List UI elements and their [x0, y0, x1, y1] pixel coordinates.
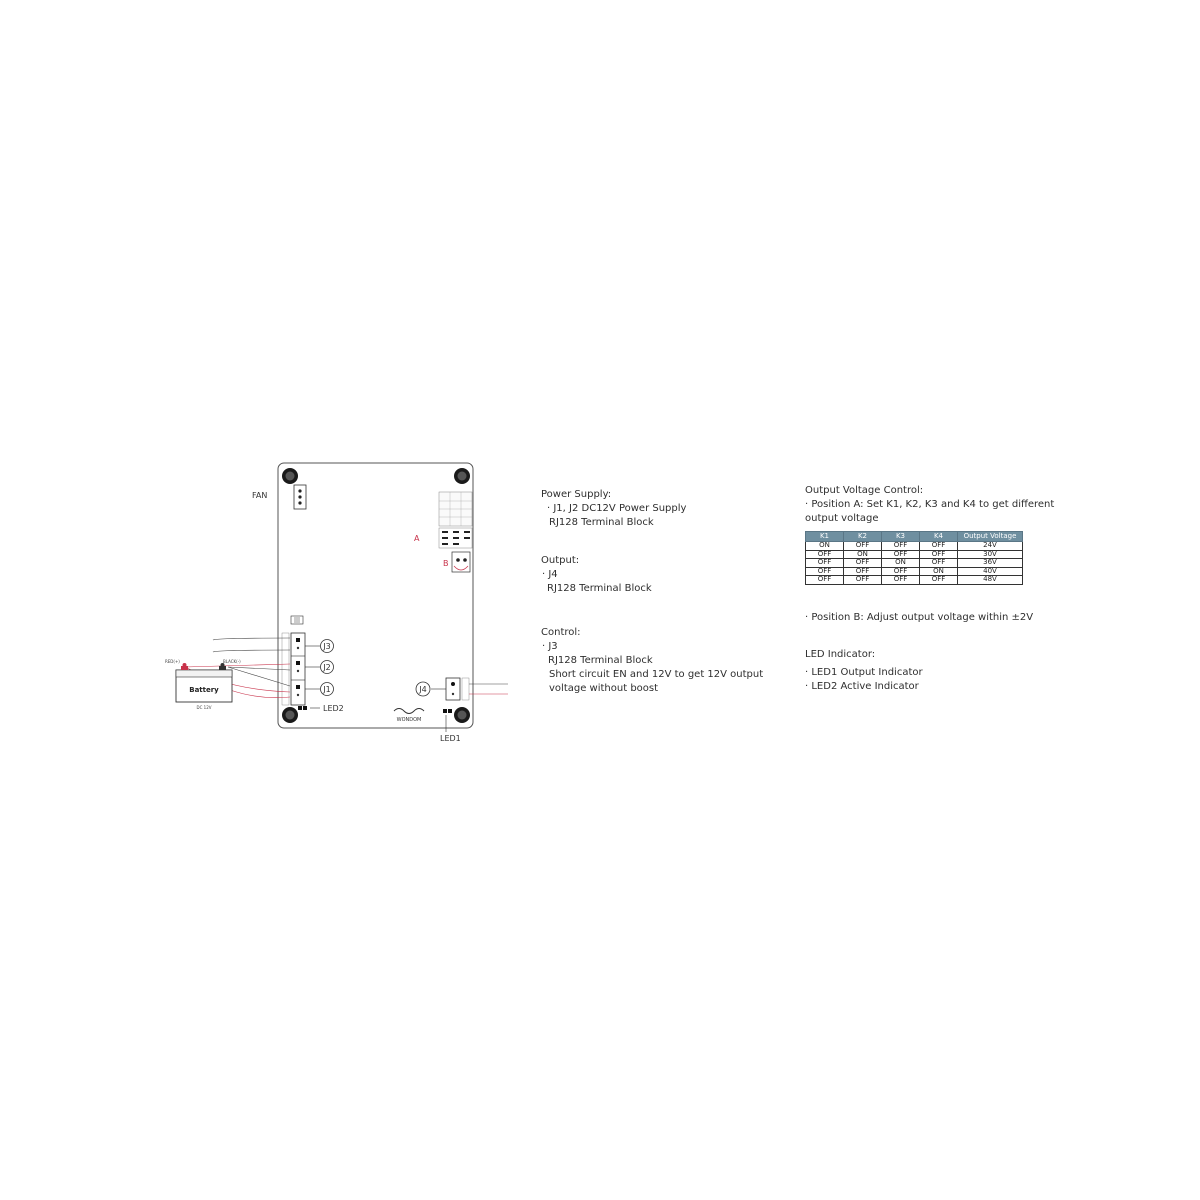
table-cell: OFF	[844, 567, 882, 576]
table-cell: OFF	[844, 559, 882, 568]
table-row	[806, 542, 1023, 551]
table-cell: OFF	[882, 576, 920, 585]
led-indicator-line1: · LED1 Output Indicator	[805, 667, 923, 678]
control-line3: Short circuit EN and 12V to get 12V output	[549, 669, 764, 680]
table-cell: OFF	[882, 542, 920, 551]
power-supply-title: Power Supply:	[541, 489, 612, 500]
dip-switch-block-a	[439, 492, 472, 548]
fan-label: FAN	[252, 491, 268, 500]
table-cell: OFF	[806, 576, 844, 585]
voltage-setting-table	[805, 531, 1023, 585]
table-cell: OFF	[844, 576, 882, 585]
output-section	[541, 554, 652, 596]
output-line2: RJ128 Terminal Block	[547, 583, 652, 594]
table-cell: 36V	[958, 559, 1023, 568]
potentiometer-b	[452, 552, 470, 572]
position-b-label: B	[443, 559, 449, 568]
battery-positive-label: RED(+)	[165, 659, 180, 664]
mounting-hole-tr	[454, 468, 470, 484]
table-cell: ON	[844, 550, 882, 559]
output-title: Output:	[541, 555, 580, 566]
battery-negative-label: BLACK(-)	[223, 659, 241, 664]
table-cell: ON	[882, 559, 920, 568]
battery-label: Battery	[189, 686, 219, 694]
table-header-k1: K1	[806, 532, 844, 542]
svg-text:WONDOM: WONDOM	[396, 717, 422, 723]
voltage-control-title: Output Voltage Control:	[805, 485, 924, 496]
table-row	[806, 576, 1023, 585]
voltage-control-line1: · Position A: Set K1, K2, K3 and K4 to get different	[805, 499, 1055, 510]
table-cell: OFF	[920, 550, 958, 559]
table-cell: 30V	[958, 550, 1023, 559]
table-cell: 24V	[958, 542, 1023, 551]
table-cell: OFF	[920, 542, 958, 551]
svg-text:J2: J2	[323, 663, 331, 672]
fan-connector	[294, 485, 306, 509]
led-indicator-line2: · LED2 Active Indicator	[805, 681, 919, 692]
control-line2: RJ128 Terminal Block	[548, 655, 653, 666]
power-supply-line1: · J1, J2 DC12V Power Supply	[547, 503, 687, 514]
table-cell: ON	[806, 542, 844, 551]
table-header-k4: K4	[920, 532, 958, 542]
svg-text:J3: J3	[323, 642, 331, 651]
control-line1: · J3	[542, 641, 558, 652]
table-header-k2: K2	[844, 532, 882, 542]
table-cell: 40V	[958, 567, 1023, 576]
table-cell: ON	[920, 567, 958, 576]
led-indicator-section	[805, 648, 923, 694]
position-b-note: · Position B: Adjust output voltage within ±2V	[805, 612, 1034, 623]
control-line4: voltage without boost	[549, 683, 659, 694]
table-cell: OFF	[806, 567, 844, 576]
table-cell: OFF	[806, 550, 844, 559]
svg-text:J4: J4	[419, 685, 427, 694]
mounting-hole-br	[454, 707, 470, 723]
table-header-row	[806, 532, 1023, 542]
output-line1: · J4	[542, 569, 558, 580]
led-indicator-title: LED Indicator:	[805, 649, 876, 660]
power-supply-line2: RJ128 Terminal Block	[549, 517, 654, 528]
led1-label: LED1	[440, 734, 461, 743]
mounting-hole-tl	[282, 468, 298, 484]
control-section	[541, 626, 763, 696]
control-title: Control:	[541, 627, 581, 638]
voltage-control-section	[805, 484, 1054, 526]
table-cell: OFF	[920, 576, 958, 585]
led2-label: LED2	[323, 704, 344, 713]
table-cell: OFF	[844, 542, 882, 551]
table-cell: 48V	[958, 576, 1023, 585]
svg-text:J1: J1	[323, 685, 331, 694]
table-row	[806, 559, 1023, 568]
table-cell: OFF	[806, 559, 844, 568]
position-a-label: A	[414, 534, 420, 543]
table-cell: OFF	[920, 559, 958, 568]
voltage-control-line2: output voltage	[805, 513, 879, 524]
mounting-hole-bl	[282, 707, 298, 723]
table-header-k3: K3	[882, 532, 920, 542]
power-supply-section	[541, 488, 686, 530]
battery-voltage-label: DC 12V	[196, 705, 212, 710]
table-cell: OFF	[882, 567, 920, 576]
battery-icon	[176, 663, 232, 702]
table-header-output-voltage: Output Voltage	[958, 532, 1023, 542]
table-cell: OFF	[882, 550, 920, 559]
